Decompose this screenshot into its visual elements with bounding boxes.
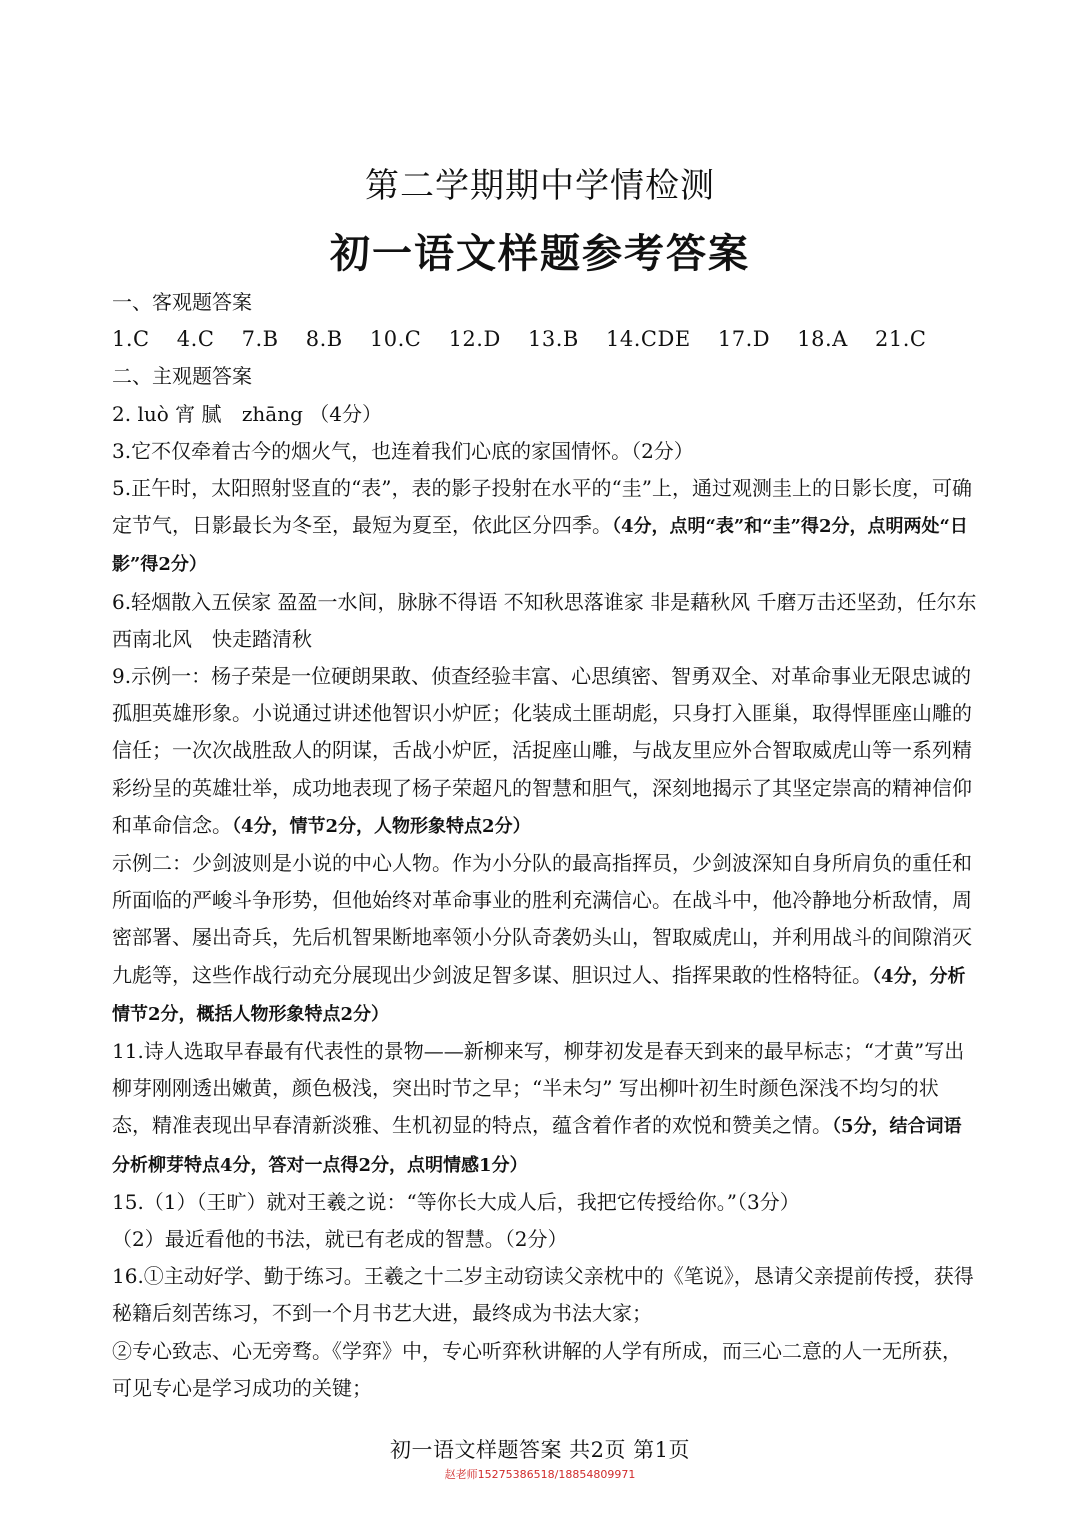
objective-answer: 8.B [305, 327, 343, 352]
q9-ex1-score-note: （4分，情节2分，人物形象特点2分） [232, 815, 531, 837]
page-title-line1: 第二学期期中学情检测 [365, 166, 715, 206]
objective-answer: 21.C [875, 327, 927, 352]
objective-heading: 一、客观题答案 [112, 290, 252, 314]
objective-answer: 4.C [176, 327, 215, 352]
objective-answer: 1.C [112, 327, 150, 352]
answer-q9-example1 [112, 658, 977, 845]
page-footer: 初一语文样题答案 共2页 第1页 [389, 1438, 691, 1462]
answer-q11 [112, 1033, 977, 1184]
answer-q16-point2: ②专心致志、心无旁骛。《学弈》中，专心听弈秋讲解的人学有所成，而三心二意的人一无所获，可见专心是学习成功的关键； [112, 1338, 962, 1400]
q5-text: 5.正午时，太阳照射竖直的“表”，表的影子投射在水平的“圭”上，通过观测圭上的日影长度，可确定节气，日影最长为冬至，最短为夏至，依此区分四季。 [112, 476, 972, 538]
q2-chars-1: 宵 [175, 401, 196, 426]
objective-answer: 17.D [717, 327, 771, 352]
q2-score: （4分） [309, 401, 382, 426]
q9-ex1-text: 9.示例一：杨子荣是一位硬朗果敢、侦查经验丰富、心思缜密、智勇双全、对革命事业无限忠诚的孤胆英雄形象。小说通过讲述他智识小炉匠；化装成土匪胡彪，只身打入匪巢，取得悍匪座山雕的信任；一次次战胜敌人的阴谋，舌战小炉匠，活捉座山雕，与战友里应外合智取威虎山等一系列精彩纷呈的英雄壮举，成功地表现了杨子荣超凡的智慧和胆气，深刻地揭示了其坚定崇高的精神信仰和革命信念。 [112, 664, 972, 837]
q5-score-note: （4分，点明“表”和“圭”得2分，点明两处“日影”得2分） [112, 516, 968, 576]
answer-q6: 6.轻烟散入五侯家 盈盈一水间，脉脉不得语 不知秋思落谁家 非是藉秋风 千磨万击还坚劲，任尔东西南北风 快走踏清秋 [112, 589, 977, 651]
q11-score-note: （5分，结合词语分析柳芽特点4分，答对一点得2分，点明情感1分） [112, 1116, 962, 1176]
subjective-heading: 二、主观题答案 [112, 364, 252, 389]
objective-answer: 18.A [797, 327, 848, 352]
q2-number: 2. [112, 401, 132, 426]
answer-q9-example2 [112, 845, 977, 1033]
q2-chars-2: 腻 [201, 401, 222, 426]
page-title-line2: 初一语文样题参考答案 [330, 230, 750, 277]
q9-ex2-text: 示例二：少剑波则是小说的中心人物。作为小分队的最高指挥员，少剑波深知自身所肩负的重任和所面临的严峻斗争形势，但他始终对革命事业的胜利充满信心。在战斗中，他冷静地分析敌情，周密部署、屡出奇兵，先后机智果断地率领小分队奇袭奶头山，智取威虎山，并利用战斗的间隙消灭九彪等，这些作战行动充分展现出少剑波足智多谋、胆识过人、指挥果敢的性格特征。 [112, 851, 972, 987]
objective-answer: 7.B [241, 327, 279, 352]
answer-q15-part1: 15.（1）（王旷）就对王羲之说：“等你长大成人后，我把它传授给你。”（3分） [112, 1189, 800, 1214]
q2-pinyin-2: zhāng [241, 401, 303, 426]
objective-answer: 14.CDE [606, 327, 691, 352]
answer-q3: 3.它不仅牵着古今的烟火气，也连着我们心底的家国情怀。（2分） [112, 438, 694, 463]
objective-answers [112, 321, 977, 358]
answer-q5 [112, 470, 977, 584]
q9-ex2-score-note: （4分，分析情节2分，概括人物形象特点2分） [112, 965, 966, 1025]
answer-q15-part2: （2）最近看他的书法，就已有老成的智慧。（2分） [112, 1227, 568, 1252]
q11-text: 11.诗人选取早春最有代表性的景物——新柳来写，柳芽初发是春天到来的最早标志；“才黄”写出柳芽刚刚透出嫩黄，颜色极浅，突出时节之早；“半未匀” 写出柳叶初生时颜色深浅不均匀的状态，精准表现出早春清新淡雅、生机初显的特点，蕴含着作者的欢悦和赞美之情。 [112, 1039, 965, 1138]
answer-content [112, 284, 977, 1407]
objective-answer: 13.B [527, 327, 579, 352]
answer-q2 [112, 396, 977, 433]
objective-answer: 12.D [448, 327, 501, 352]
objective-answer: 10.C [369, 327, 422, 352]
answer-q16-point1: 16.①主动好学、勤于练习。王羲之十二岁主动窃读父亲枕中的《笔说》，恳请父亲提前传授，获得秘籍后刻苦练习，不到一个月书艺大进，最终成为书法大家； [112, 1264, 974, 1326]
watermark-text: 赵老师15275386518/18854809971 [444, 1468, 636, 1481]
q2-pinyin-1: luò [137, 401, 169, 426]
